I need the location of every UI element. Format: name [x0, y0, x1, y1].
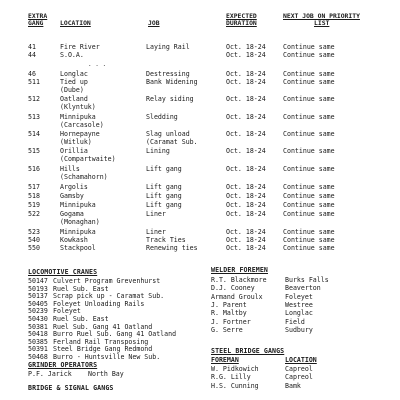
- gang-job: Laying Rail: [146, 43, 190, 51]
- welder-name: R. Maltby: [211, 309, 247, 318]
- gang-location: Minnipuka: [60, 228, 96, 236]
- bridge-foreman-name: W. Pidkowich: [211, 365, 259, 373]
- gang-next-job: Continue same: [283, 183, 335, 191]
- welder-location: Beaverton: [285, 284, 321, 293]
- gang-location: Fire River: [60, 43, 100, 51]
- bridge-location: Bamk: [285, 381, 301, 390]
- crane-number: 50405: [28, 299, 48, 308]
- crane-number: 50193: [28, 284, 48, 293]
- gang-job: Track Ties: [146, 236, 186, 244]
- crane-assignment: Culvert Program Grevenhurst: [53, 277, 161, 285]
- gang-job: Destressing: [146, 70, 190, 78]
- gang-job: Lift gang: [146, 201, 182, 209]
- gang-next-job: Continue same: [283, 228, 335, 236]
- gang-next-job: Continue same: [283, 113, 335, 121]
- gang-location: S.O.A.: [60, 51, 84, 59]
- gang-job: Liner: [146, 210, 166, 218]
- gang-job: Liner: [146, 228, 166, 236]
- gang-job: Relay siding: [146, 95, 194, 103]
- gang-location: Minnipuka: [60, 113, 96, 121]
- gang-next-job: Continue same: [283, 51, 335, 59]
- gang-location: Gogama: [60, 210, 84, 218]
- header-gang: GANG: [28, 19, 44, 27]
- crane-number: 50381: [28, 322, 48, 331]
- gang-location-detail: (Schamahorn): [60, 173, 108, 181]
- crane-assignment: Ruel Sub. East: [53, 315, 109, 323]
- gang-job: Sledding: [146, 113, 178, 121]
- grinder-name: P.F. Jarick: [28, 370, 72, 378]
- gang-number: 518: [28, 192, 40, 200]
- section-title-locomotive-cranes: LOCOMOTIVE CRANES: [28, 268, 98, 276]
- gang-location: Gamsby: [60, 192, 84, 200]
- gang-duration: Oct. 18-24: [226, 210, 266, 218]
- gang-number: 523: [28, 228, 40, 236]
- welder-location: Westree: [285, 300, 313, 309]
- gang-number: 515: [28, 147, 40, 155]
- welder-name: R.T. Blackmore: [211, 276, 267, 284]
- gang-next-job: Continue same: [283, 244, 335, 252]
- gang-job: Slag unload: [146, 130, 190, 138]
- gang-location-detail: (Compartwaite): [60, 155, 116, 163]
- gang-duration: Oct. 18-24: [226, 192, 266, 200]
- bridge-foreman-name: H.S. Cunning: [211, 381, 259, 390]
- gang-number: 41: [28, 43, 36, 51]
- gang-job: Renewing ties: [146, 244, 198, 252]
- crane-assignment: Foleyet: [53, 307, 81, 316]
- scribble-mark: . . .: [88, 61, 107, 68]
- cut-off-heading: BRIDGE & SIGNAL GANGS: [28, 385, 114, 390]
- header-next-job: NEXT JOB ON PRIORITY: [283, 12, 360, 20]
- gang-duration: Oct. 18-24: [226, 43, 266, 51]
- gang-duration: Oct. 18-24: [226, 201, 266, 209]
- bridge-location: Capreol: [285, 373, 313, 382]
- welder-location: Field: [285, 317, 305, 326]
- crane-number: 50239: [28, 307, 48, 316]
- crane-number: 50430: [28, 315, 48, 323]
- gang-location: Hills: [60, 165, 80, 173]
- gang-duration: Oct. 18-24: [226, 51, 266, 59]
- bridge-location: Capreol: [285, 365, 313, 373]
- gang-duration: Oct. 18-24: [226, 78, 266, 86]
- gang-next-job: Continue same: [283, 165, 335, 173]
- crane-number: 50391: [28, 345, 48, 354]
- gang-next-job: Continue same: [283, 147, 335, 155]
- gang-next-job: Continue same: [283, 210, 335, 218]
- gang-duration: Oct. 18-24: [226, 165, 266, 173]
- gang-number: 512: [28, 95, 40, 103]
- gang-location: Minnipuka: [60, 201, 96, 209]
- gang-location: Longlac: [60, 70, 88, 78]
- welder-name: J. Parent: [211, 300, 247, 309]
- gang-next-job: Continue same: [283, 78, 335, 86]
- welder-location: Burks Falls: [285, 276, 329, 284]
- crane-assignment: Scrap pick up - Caramat Sub.: [53, 292, 165, 301]
- welder-name: G. Serre: [211, 325, 243, 334]
- header-extra: EXTRA: [28, 12, 48, 20]
- gang-location: Hornepayne: [60, 130, 100, 138]
- gang-number: 46: [28, 70, 36, 78]
- section-title-welder-foremen: WELDER FOREMEN: [211, 266, 268, 274]
- gang-location: Oatland: [60, 95, 88, 103]
- col-location: LOCATION: [285, 356, 317, 364]
- gang-location: Argolis: [60, 183, 88, 191]
- gang-duration: Oct. 18-24: [226, 244, 266, 252]
- gang-number: 540: [28, 236, 40, 244]
- gang-location-detail: (Witluk): [60, 138, 92, 146]
- gang-location: Orillia: [60, 147, 88, 155]
- gang-location-detail: (Carcasole): [60, 121, 104, 129]
- header-location: LOCATION: [60, 19, 91, 27]
- gang-job: Bank Widening: [146, 78, 198, 86]
- crane-assignment: Steel Bridge Gang Redmond: [53, 345, 153, 354]
- gang-number: 516: [28, 165, 40, 173]
- crane-number: 50468: [28, 353, 48, 361]
- gang-number: 514: [28, 130, 40, 138]
- gang-location: Kowkash: [60, 236, 88, 244]
- gang-number: 517: [28, 183, 40, 191]
- welder-location: Sudbury: [285, 325, 313, 334]
- gang-job: Lift gang: [146, 183, 182, 191]
- gang-next-job: Continue same: [283, 201, 335, 209]
- gang-location-detail: (Monaghan): [60, 218, 100, 226]
- crane-assignment: Ferland Rail Transposing: [53, 337, 149, 346]
- crane-assignment: Ruel Sub. East: [53, 284, 109, 293]
- gang-number: 519: [28, 201, 40, 209]
- header-job: JOB: [148, 19, 160, 27]
- gang-next-job: Continue same: [283, 43, 335, 51]
- gang-duration: Oct. 18-24: [226, 113, 266, 121]
- gang-next-job: Continue same: [283, 192, 335, 200]
- gang-number: 513: [28, 113, 40, 121]
- welder-name: J. Fortner: [211, 317, 251, 326]
- gang-location-detail: (Dube): [60, 86, 84, 94]
- col-foreman: FOREMAN: [211, 356, 239, 364]
- gang-duration: Oct. 18-24: [226, 183, 266, 191]
- gang-next-job: Continue same: [283, 236, 335, 244]
- crane-number: 50385: [28, 337, 48, 346]
- gang-job: Lift gang: [146, 192, 182, 200]
- welder-location: Longlac: [285, 309, 313, 318]
- header-expected: EXPECTED: [226, 12, 257, 20]
- crane-assignment: Foleyet Unloading Rails: [53, 299, 145, 308]
- gang-duration: Oct. 18-24: [226, 147, 266, 155]
- header-duration: DURATION: [226, 19, 257, 27]
- crane-assignment: Burro Ruel Sub. Gang 41 Oatland: [53, 330, 177, 339]
- gang-location-detail: (Klyntuk): [60, 103, 96, 111]
- header-list: LIST: [314, 19, 330, 27]
- grinder-location: North Bay: [88, 370, 124, 378]
- crane-number: 50137: [28, 292, 48, 301]
- welder-name: D.J. Cooney: [211, 284, 255, 293]
- gang-job: Lining: [146, 147, 170, 155]
- gang-number: 550: [28, 244, 40, 252]
- gang-number: 44: [28, 51, 36, 59]
- welder-location: Foleyet: [285, 292, 313, 301]
- gang-duration: Oct. 18-24: [226, 95, 266, 103]
- gang-number: 522: [28, 210, 40, 218]
- gang-job-detail: (Caramat Sub.: [146, 138, 198, 146]
- crane-number: 50418: [28, 330, 48, 339]
- gang-location: Tied up: [60, 78, 88, 86]
- gang-job: Lift gang: [146, 165, 182, 173]
- gang-next-job: Continue same: [283, 130, 335, 138]
- gang-next-job: Continue same: [283, 70, 335, 78]
- bridge-foreman-name: R.G. Lilly: [211, 373, 251, 382]
- gang-duration: Oct. 18-24: [226, 236, 266, 244]
- gang-duration: Oct. 18-24: [226, 228, 266, 236]
- welder-name: Armand Groulx: [211, 292, 263, 301]
- section-title-steel-bridge-gangs: STEEL BRIDGE GANGS: [211, 347, 285, 355]
- gang-location: Stackpool: [60, 244, 96, 252]
- crane-assignment: Burro - Huntsville New Sub.: [53, 353, 161, 361]
- crane-assignment: Ruel Sub. Gang 41 Oatland: [53, 322, 153, 331]
- gang-next-job: Continue same: [283, 95, 335, 103]
- section-title-grinder-operators: GRINDER OPERATORS: [28, 361, 98, 369]
- gang-duration: Oct. 18-24: [226, 70, 266, 78]
- crane-number: 50147: [28, 277, 48, 285]
- gang-number: 511: [28, 78, 40, 86]
- gang-duration: Oct. 18-24: [226, 130, 266, 138]
